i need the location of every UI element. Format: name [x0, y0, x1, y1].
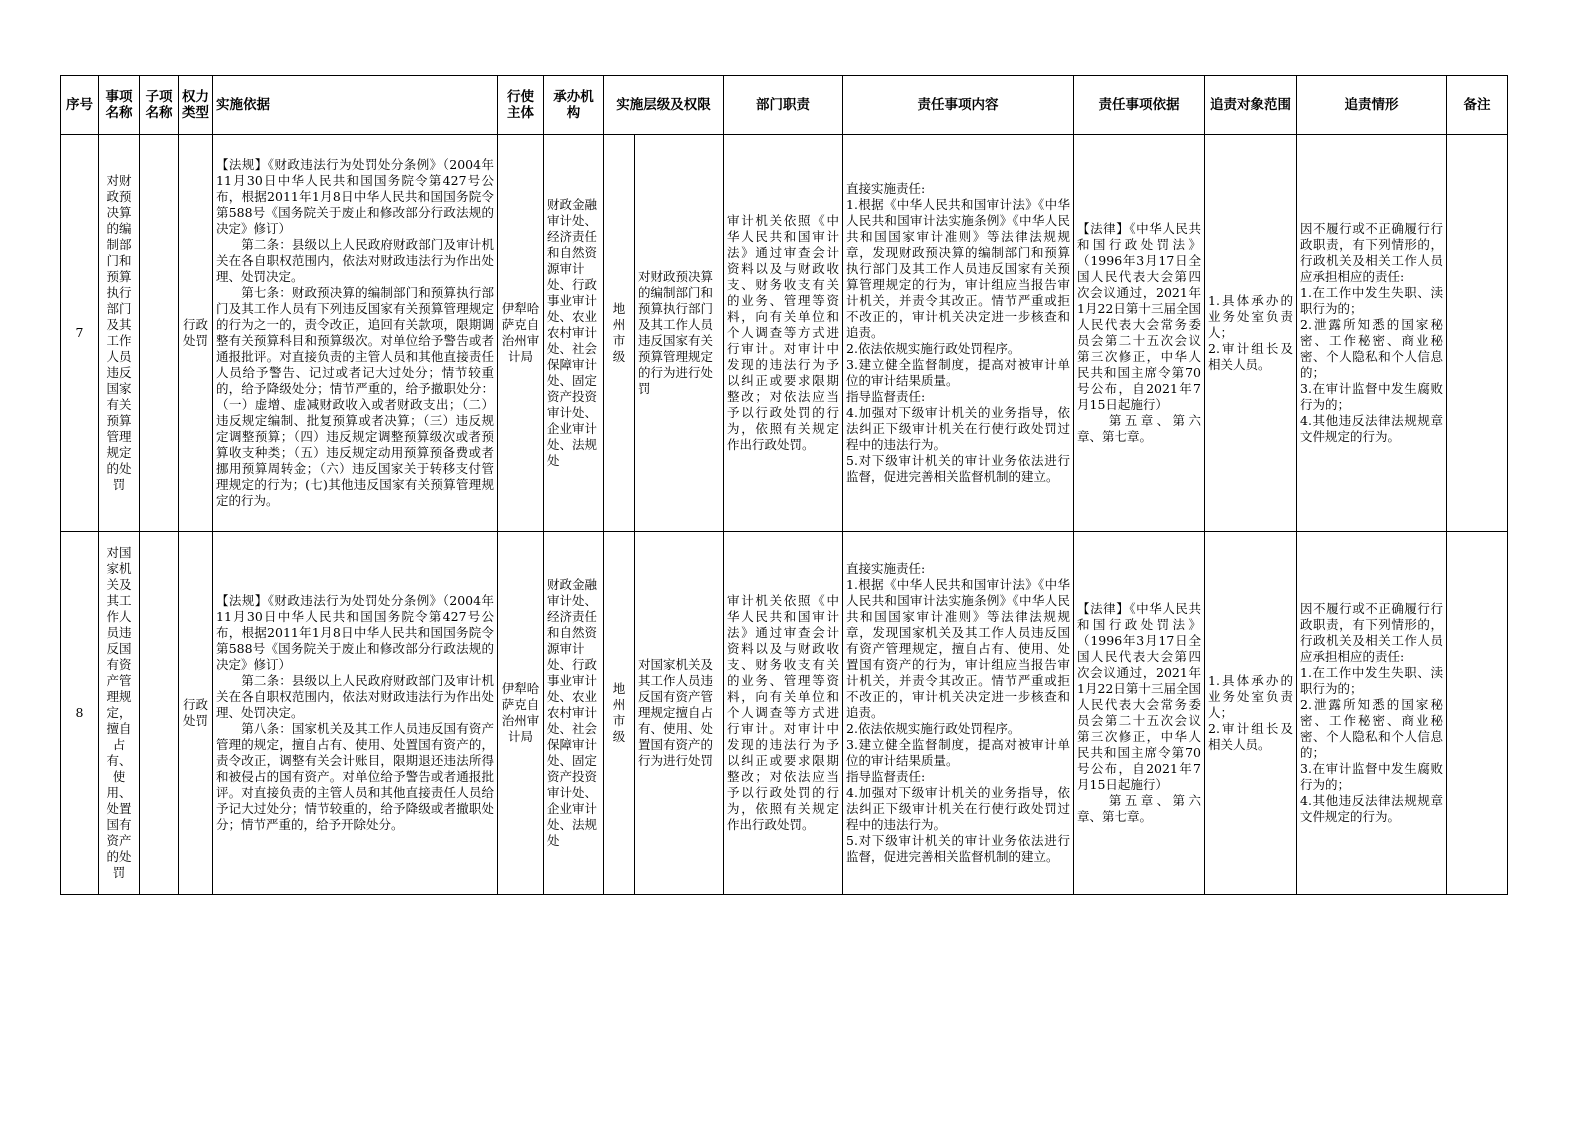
- header-resp-content: 责任事项内容: [843, 76, 1074, 135]
- header-duty: 部门职责: [724, 76, 843, 135]
- header-resp-basis: 责任事项依据: [1074, 76, 1205, 135]
- cell-scope: 1.具体承办的业务处室负责人； 2.审计组长及相关人员。: [1205, 135, 1297, 532]
- cell-sub-item: [140, 135, 179, 532]
- cell-remarks: [1447, 532, 1508, 895]
- header-remarks: 备注: [1447, 76, 1508, 135]
- cell-authority: 对财政预决算的编制部门和预算执行部门及其工作人员违反国家有关预算管理规定的行为进行处罚: [635, 135, 724, 532]
- header-scope: 追责对象范围: [1205, 76, 1297, 135]
- cell-actor: 伊犁哈萨克自治州审计局: [498, 135, 544, 532]
- cell-duty: 审计机关依照《中华人民共和国审计法》通过审查会计资料以及与财政收支、财务收支有关的业务、管理等资料，向有关单位和个人调查等方式进行审计。对审计中发现的违法行为予以纠正或要求限期整改；对依法应当予以行政处罚的行为，依照有关规定作出行政处罚。: [724, 135, 843, 532]
- header-actor: 行使主体: [498, 76, 544, 135]
- cell-resp-content: 直接实施责任: 1.根据《中华人民共和国审计法》《中华人民共和国审计法实施条例》《中华人民共和国国家审计准则》等法律法规规章，发现国家机关及其工作人员违反国有资产管理规定，擅自占有、使用、处置国有资产的行为，审计组应当报告审计机关，并责令其改正。情节严重或拒不改正的，审计机关决定进一步核查和追责。 2.依法依规实施行政处罚程序。 3.建立健全监督制度，提高对被审计单位的审计结果质量。 指导监督责任: 4.加强对下级审计机关的业务指导，依法纠正下级审计机关在行使行政处罚过程中的违法行为。 5.对下级审计机关的审计业务依法进行监督，促进完善相关监督机制的建立。: [843, 532, 1074, 895]
- cell-item-name: 对财政预决算的编制部门和预算执行部门及其工作人员违反国家有关预算管理规定的处罚: [99, 135, 140, 532]
- cell-seq: 8: [61, 532, 99, 895]
- cell-authority: 对国家机关及其工作人员违反国有资产管理规定擅自占有、使用、处置国有资产的行为进行处罚: [635, 532, 724, 895]
- cell-level: 地州市级: [604, 135, 635, 532]
- cell-level: 地州市级: [604, 532, 635, 895]
- header-situation: 追责情形: [1297, 76, 1447, 135]
- header-sub-item: 子项名称: [140, 76, 179, 135]
- header-level: 实施层级及权限: [604, 76, 724, 135]
- cell-sub-item: [140, 532, 179, 895]
- cell-item-name: 对国家机关及其工作人员违反国有资产管理规定，擅自占有、使用、处置国有资产的处罚: [99, 532, 140, 895]
- cell-resp-basis: 【法律】《中华人民共和国行政处罚法》（1996年3月17日全国人民代表大会第四次会议通过，2021年1月22日第十三届全国人民代表大会常务委员会第二十五次会议第三次修正，中华人民共和国主席令第70号公布，自2021年7月15日起施行） 第五章、第六章、第七章。: [1074, 532, 1205, 895]
- table-row: [61, 135, 1508, 532]
- cell-scope: 1.具体承办的业务处室负责人； 2.审计组长及相关人员。: [1205, 532, 1297, 895]
- cell-power-type: 行政处罚: [179, 135, 213, 532]
- header-item-name: 事项名称: [99, 76, 140, 135]
- cell-power-type: 行政处罚: [179, 532, 213, 895]
- cell-seq: 7: [61, 135, 99, 532]
- cell-resp-basis: 【法律】《中华人民共和国行政处罚法》（1996年3月17日全国人民代表大会第四次会议通过，2021年1月22日第十三届全国人民代表大会常务委员会第二十五次会议第三次修正，中华人民共和国主席令第70号公布，自2021年7月15日起施行） 第五章、第六章、第七章。: [1074, 135, 1205, 532]
- header-power-type: 权力类型: [179, 76, 213, 135]
- responsibility-table: [60, 75, 1508, 895]
- cell-agency: 财政金融审计处、经济责任和自然资源审计处、行政事业审计处、农业农村审计处、社会保障审计处、固定资产投资审计处、企业审计处、法规处: [544, 532, 604, 895]
- header-agency: 承办机构: [544, 76, 604, 135]
- cell-situation: 因不履行或不正确履行行政职责，有下列情形的，行政机关及相关工作人员应承担相应的责任: 1.在工作中发生失职、渎职行为的； 2.泄露所知悉的国家秘密、工作秘密、商业秘密、个人隐私和个人信息的； 3.在审计监督中发生腐败行为的； 4.其他违反法律法规规章文件规定的行为。: [1297, 135, 1447, 532]
- cell-resp-content: 直接实施责任: 1.根据《中华人民共和国审计法》《中华人民共和国审计法实施条例》《中华人民共和国国家审计准则》等法律法规规章，发现财政预决算的编制部门和预算执行部门及其工作人员违反国家有关预算管理规定的行为，审计组应当报告审计机关，并责令其改正。情节严重或拒不改正的，审计机关决定进一步核查和追责。 2.依法依规实施行政处罚程序。 3.建立健全监督制度，提高对被审计单位的审计结果质量。 指导监督责任: 4.加强对下级审计机关的业务指导，依法纠正下级审计机关在行使行政处罚过程中的违法行为。 5.对下级审计机关的审计业务依法进行监督，促进完善相关监督机制的建立。: [843, 135, 1074, 532]
- cell-actor: 伊犁哈萨克自治州审计局: [498, 532, 544, 895]
- cell-situation: 因不履行或不正确履行行政职责，有下列情形的，行政机关及相关工作人员应承担相应的责任: 1.在工作中发生失职、渎职行为的； 2.泄露所知悉的国家秘密、工作秘密、商业秘密、个人隐私和个人信息的； 3.在审计监督中发生腐败行为的； 4.其他违反法律法规规章文件规定的行为。: [1297, 532, 1447, 895]
- cell-duty: 审计机关依照《中华人民共和国审计法》通过审查会计资料以及与财政收支、财务收支有关的业务、管理等资料，向有关单位和个人调查等方式进行审计。对审计中发现的违法行为予以纠正或要求限期整改；对依法应当予以行政处罚的行为，依照有关规定作出行政处罚。: [724, 532, 843, 895]
- header-seq: 序号: [61, 76, 99, 135]
- header-basis: 实施依据: [213, 76, 498, 135]
- cell-remarks: [1447, 135, 1508, 532]
- cell-basis: 【法规】《财政违法行为处罚处分条例》（2004年11月30日中华人民共和国国务院令第427号公布，根据2011年1月8日中华人民共和国国务院令第588号《国务院关于废止和修改部分行政法规的决定》修订） 第二条：县级以上人民政府财政部门及审计机关在各自职权范围内，依法对财政违法行为作出处理、处罚决定。 第八条：国家机关及其工作人员违反国有资产管理的规定，擅自占有、使用、处置国有资产的，责令改正，调整有关会计账目，限期退还违法所得和被侵占的国有资产。对单位给予警告或者通报批评。对直接负责的主管人员和其他直接责任人员给予记大过处分；情节较重的，给予降级或者撤职处分；情节严重的，给予开除处分。: [213, 532, 498, 895]
- table-row: [61, 532, 1508, 895]
- header-row: [61, 76, 1508, 135]
- cell-basis: 【法规】《财政违法行为处罚处分条例》（2004年11月30日中华人民共和国国务院令第427号公布，根据2011年1月8日中华人民共和国国务院令第588号《国务院关于废止和修改部分行政法规的决定》修订） 第二条：县级以上人民政府财政部门及审计机关在各自职权范围内，依法对财政违法行为作出处理、处罚决定。 第七条：财政预决算的编制部门和预算执行部门及其工作人员有下列违反国家有关预算管理规定的行为之一的，责令改正，追回有关款项，限期调整有关预算科目和预算级次。对单位给予警告或者通报批评。对直接负责的主管人员和其他直接责任人员给予警告、记过或者记大过处分；情节较重的，给予降级处分；情节严重的，给予撤职处分：（一）虚增、虚减财政收入或者财政支出；（二）违反规定编制、批复预算或者决算；（三）违反规定调整预算；（四）违反规定调整预算级次或者预算收支种类；（五）违反规定动用预算预备费或者挪用预算周转金；（六）违反国家关于转移支付管理规定的行为；(七)其他违反国家有关预算管理规定的行为。: [213, 135, 498, 532]
- cell-agency: 财政金融审计处、经济责任和自然资源审计处、行政事业审计处、农业农村审计处、社会保障审计处、固定资产投资审计处、企业审计处、法规处: [544, 135, 604, 532]
